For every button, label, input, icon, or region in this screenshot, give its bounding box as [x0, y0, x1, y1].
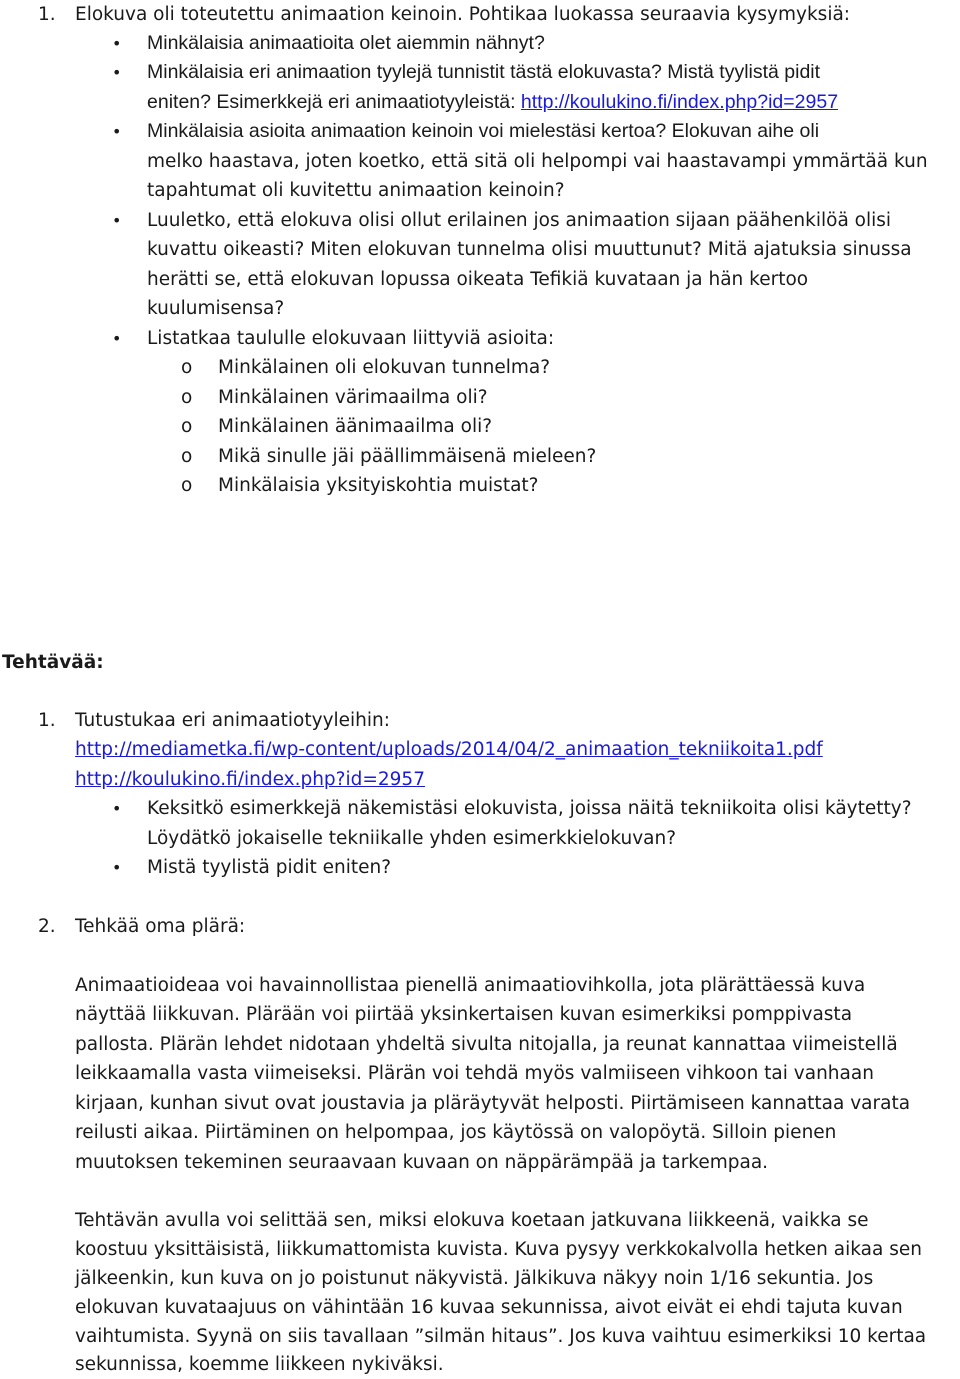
paragraph-line: elokuvan kuvataajuus on vähintään 16 kuvaa sekunnissa, aivot eivät ei ehdi tajuta kuvan [75, 1297, 903, 1318]
question-seen-animations: Minkälaisia animaatioita olet aiemmin nähnyt? [147, 32, 545, 54]
paragraph-line: leikkaamalla vasta viimeiseksi. Plärän voi tehdä myös valmiiseen vihkoon tai vanhaan [75, 1063, 874, 1084]
bullet-icon: • [112, 63, 122, 82]
paragraph-line: reilusti aikaa. Piirtäminen on helpompaa, jos käytössä on valopöytä. Silloin pienen [75, 1122, 837, 1143]
sub-question-sound: Minkälainen äänimaailma oli? [218, 416, 493, 437]
sub-bullet-icon: o [181, 446, 193, 467]
sub-question-details: Minkälaisia yksityiskohtia muistat? [218, 475, 539, 496]
question-topics-line-3: tapahtumat oli kuvitettu animaation keinoin? [147, 180, 565, 201]
question-topics-line-2: melko haastava, joten koetko, että sitä oli helpompi vai haastavampi ymmärtää kun [147, 151, 928, 172]
paragraph-line: näyttää liikkuvan. Plärään voi piirtää yksinkertaisen kuvan esimerkiksi pomppivasta [75, 1004, 853, 1025]
paragraph-line: Animaatioideaa voi havainnollistaa pienellä animaatiovihkolla, jota plärättäessä kuva [75, 975, 866, 996]
bullet-icon: • [112, 211, 122, 230]
koulukino-link[interactable]: http://koulukino.fi/index.php?id=2957 [520, 91, 839, 113]
paragraph-line: vaihtumista. Syynä on siis tavallaan ”silmän hitaus”. Jos kuva vaihtuu esimerkiksi 10 kertaa [75, 1326, 927, 1347]
task-1-title: Tutustukaa eri animaatiotyyleihin: [75, 710, 391, 731]
sub-bullet-icon: o [181, 357, 193, 378]
koulukino-link-2[interactable]: http://koulukino.fi/index.php?id=2957 [75, 769, 425, 790]
question-styles-text: eniten? Esimerkkejä eri animaatiotyyleistä: [147, 91, 521, 113]
sub-bullet-icon: o [181, 387, 193, 408]
sub-bullet-icon: o [181, 475, 193, 496]
paragraph-line: jälkeenkin, kun kuva on jo poistunut näkyvistä. Jälkikuva näkyy noin 1/16 sekuntia. Jos [75, 1268, 874, 1289]
paragraph-line: Tehtävän avulla voi selittää sen, miksi elokuva koetaan jatkuvana liikkeenä, vaikka se [75, 1210, 869, 1231]
question-realfilm-line-4: kuulumisensa? [147, 298, 285, 319]
task-1-number: 1. [38, 710, 56, 731]
paragraph-line: muutoksen tekeminen seuraavaan kuvaan on näppärämpää ja tarkempaa. [75, 1152, 769, 1173]
sub-question-colors: Minkälainen värimaailma oli? [218, 387, 488, 408]
question-styles-line-1: Minkälaisia eri animaation tyylejä tunnistit tästä elokuvasta? Mistä tyylistä pidit [147, 61, 821, 83]
mediametka-link[interactable]: http://mediametka.fi/wp-content/uploads/2014/04/2_animaation_tekniikoita1.pdf [75, 739, 823, 760]
question-list-items: Listatkaa taululle elokuvaan liittyviä asioita: [147, 328, 555, 349]
bullet-icon: • [112, 799, 122, 818]
paragraph-line: sekunnissa, koemme liikkeen nykiväksi. [75, 1354, 444, 1375]
sub-question-memorable: Mikä sinulle jäi päällimmäisenä mieleen? [218, 446, 597, 467]
task-2-number: 2. [38, 916, 56, 937]
sub-question-mood: Minkälainen oli elokuvan tunnelma? [218, 357, 551, 378]
bullet-icon: • [112, 329, 122, 348]
task-1-question-line-1: Keksitkö esimerkkejä näkemistäsi elokuvista, joissa näitä tekniikoita olisi käytetty? [147, 798, 912, 819]
task-1-question-line-2: Löydätkö jokaiselle tekniikalle yhden esimerkkielokuvan? [147, 828, 677, 849]
paragraph-line: kirjaan, kunhan sivut ovat joustavia ja pläräytyvät helposti. Piirtämiseen kannattaa varata [75, 1093, 911, 1114]
tasks-heading: Tehtävää: [2, 652, 104, 673]
question-topics-line-1: Minkälaisia asioita animaation keinoin voi mielestäsi kertoa? Elokuvan aihe oli [147, 120, 820, 142]
task-1-favorite-style: Mistä tyylistä pidit eniten? [147, 857, 392, 878]
question-realfilm-line-1: Luuletko, että elokuva olisi ollut erilainen jos animaation sijaan päähenkilöä olisi [147, 210, 892, 231]
question-realfilm-line-3: herätti se, että elokuvan lopussa oikeata Tefikiä kuvataan ja hän kertoo [147, 269, 809, 290]
bullet-icon: • [112, 122, 122, 141]
question-realfilm-line-2: kuvattu oikeasti? Miten elokuvan tunnelma olisi muuttunut? Mitä ajatuksia sinussa [147, 239, 912, 260]
paragraph-line: koostuu yksittäisistä, liikkumattomista kuvista. Kuva pysyy verkkokalvolla hetken aikaa sen [75, 1239, 922, 1260]
task-2-title: Tehkää oma plärä: [75, 916, 246, 937]
section-1-intro: Elokuva oli toteutettu animaation keinoin. Pohtikaa luokassa seuraavia kysymyksiä: [75, 4, 851, 25]
question-styles-line-2 [147, 88, 838, 117]
paragraph-line: pallosta. Plärän lehdet nidotaan yhdeltä sivulta nitojalla, ja reunat kannattaa viimeistellä [75, 1034, 898, 1055]
bullet-icon: • [112, 858, 122, 877]
bullet-icon: • [112, 34, 122, 53]
section-1-number: 1. [38, 4, 56, 25]
sub-bullet-icon: o [181, 416, 193, 437]
